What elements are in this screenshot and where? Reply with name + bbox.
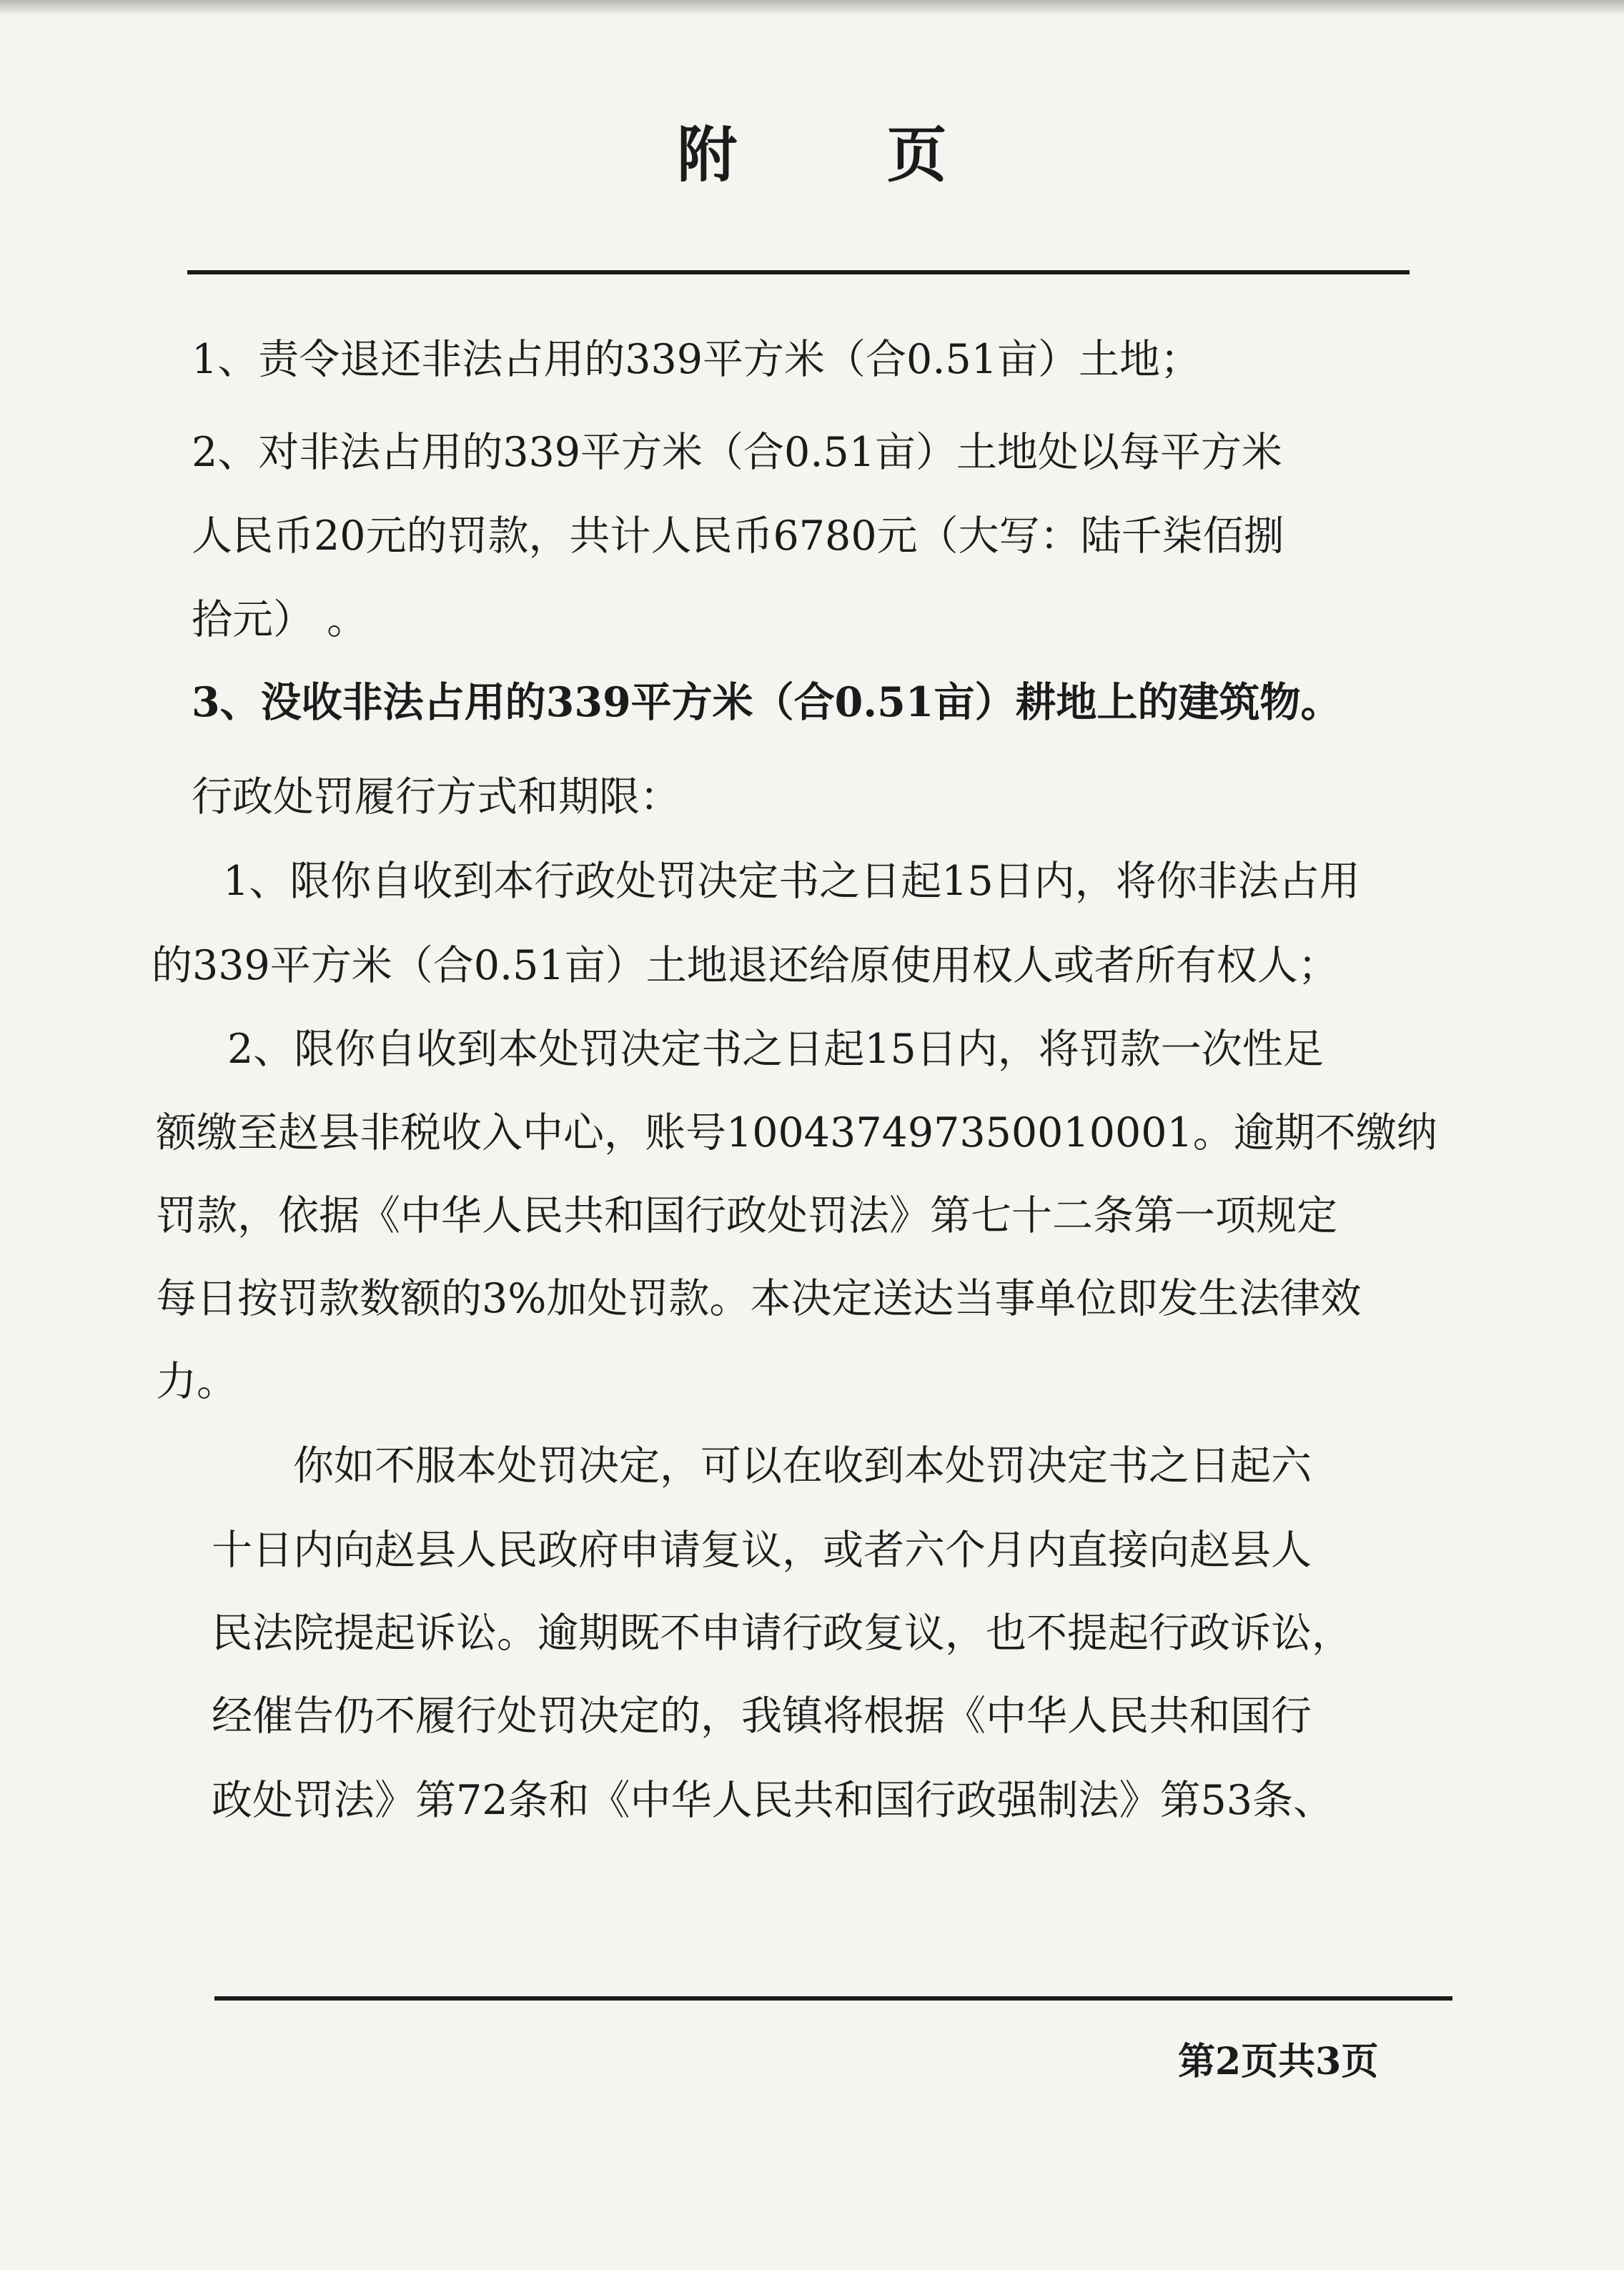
page-number: 第2页共3页 [1178, 2040, 1379, 2083]
text-line-17: 经催告仍不履行处罚决定的，我镇将根据《中华人民共和国行 [212, 1692, 1312, 1740]
scan-edge-shadow [0, 0, 1624, 16]
text-line-15: 十日内向赵县人民政府申请复议，或者六个月内直接向赵县人 [212, 1527, 1312, 1574]
text-line-4: 拾元） 。 [192, 596, 368, 643]
text-line-6: 行政处罚履行方式和期限： [192, 773, 680, 821]
text-line-1: 1、责令退还非法占用的339平方米（合0.51亩）土地； [192, 336, 1201, 383]
text-line-2: 2、对非法占用的339平方米（合0.51亩）土地处以每平方米 [192, 429, 1282, 476]
text-line-9: 2、限你自收到本处罚决定书之日起15日内，将罚款一次性足 [227, 1026, 1324, 1073]
text-line-14: 你如不服本处罚决定，可以在收到本处罚决定书之日起六 [293, 1442, 1312, 1490]
text-line-10: 额缴至赵县非税收入中心，账号100437497350010001。逾期不缴纳 [156, 1109, 1437, 1156]
text-line-7: 1、限你自收到本行政处罚决定书之日起15日内，将你非法占用 [223, 858, 1360, 905]
text-line-5: 3、没收非法占用的339平方米（合0.51亩）耕地上的建筑物。 [192, 678, 1342, 726]
text-line-8: 的339平方米（合0.51亩）土地退还给原使用权人或者所有权人； [152, 942, 1339, 989]
text-line-3: 人民币20元的罚款，共计人民币6780元（大写：陆千柒佰捌 [192, 512, 1284, 560]
text-line-16: 民法院提起诉讼。逾期既不申请行政复议，也不提起行政诉讼， [212, 1610, 1352, 1657]
page-title: 附 页 [677, 119, 1011, 190]
text-line-18: 政处罚法》第72条和《中华人民共和国行政强制法》第53条、 [212, 1777, 1335, 1824]
header-rule [187, 270, 1410, 274]
text-line-13: 力。 [156, 1358, 237, 1405]
footer-rule [214, 1996, 1452, 2001]
text-line-12: 每日按罚款数额的3%加处罚款。本决定送达当事单位即发生法律效 [156, 1275, 1362, 1322]
text-line-11: 罚款，依据《中华人民共和国行政处罚法》第七十二条第一项规定 [156, 1192, 1337, 1239]
